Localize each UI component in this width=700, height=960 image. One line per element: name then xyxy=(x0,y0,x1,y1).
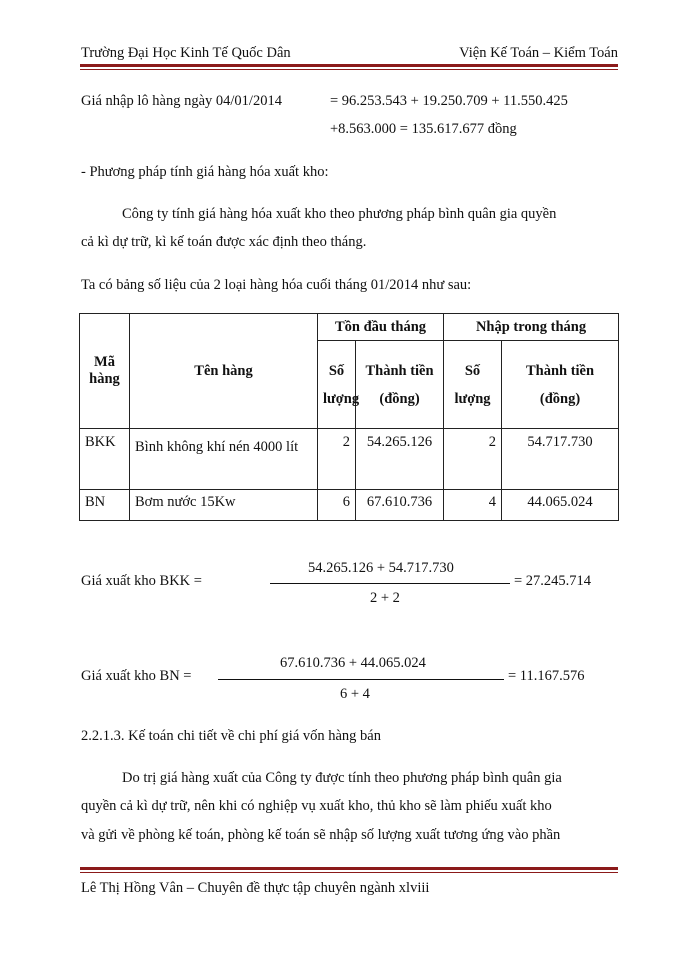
formula-bn-fraction-bar xyxy=(218,679,504,680)
row-open-qty: 2 xyxy=(318,429,356,490)
footer-text: Lê Thị Hồng Vân – Chuyên đề thực tập chuyên ngành xlviii xyxy=(81,880,430,896)
price-line1-label: Giá nhập lô hàng ngày 04/01/2014 xyxy=(81,93,282,109)
section-para-line1: Do trị giá hàng xuất của Công ty được tính theo phương pháp bình quân gia xyxy=(122,770,562,786)
sub-qty-opening: Số lượng xyxy=(318,341,356,429)
formula-bn-result: = 11.167.576 xyxy=(508,668,585,684)
formula-bn-numerator: 67.610.736 + 44.065.024 xyxy=(280,655,426,671)
footer-rule-thin xyxy=(80,872,618,873)
section-para-line3: và gửi về phòng kế toán, phòng kế toán sẽ nhập số lượng xuất tương ứng vào phần xyxy=(81,827,561,843)
header-right: Viện Kế Toán – Kiểm Toán xyxy=(459,45,618,61)
price-line2: +8.563.000 = 135.617.677 đồng xyxy=(330,121,517,137)
group-import-header: Nhập trong tháng xyxy=(444,314,619,341)
formula-bkk-numerator: 54.265.126 + 54.717.730 xyxy=(308,560,454,576)
para1-line1: Công ty tính giá hàng hóa xuất kho theo phương pháp bình quân gia quyền xyxy=(122,206,557,222)
col-name-header: Tên hàng xyxy=(130,314,318,429)
formula-bkk-fraction-bar xyxy=(270,583,510,584)
para1-line2: cả kì dự trữ, kì kế toán được xác định theo tháng. xyxy=(81,234,367,250)
row-code: BN xyxy=(80,490,130,521)
row-code: BKK xyxy=(80,429,130,490)
section-para-line2: quyền cả kì dự trữ, nên khi có nghiệp vụ xuất kho, thủ kho sẽ làm phiếu xuất kho xyxy=(81,798,552,814)
row-open-amount: 67.610.736 xyxy=(356,490,444,521)
row-in-qty: 2 xyxy=(444,429,502,490)
row-name: Bơm nước 15Kw xyxy=(130,490,318,521)
section-heading: 2.2.1.3. Kế toán chi tiết về chi phí giá vốn hàng bán xyxy=(81,728,381,744)
row-in-amount: 54.717.730 xyxy=(502,429,619,490)
method-heading: - Phương pháp tính giá hàng hóa xuất kho: xyxy=(81,164,329,180)
table-row xyxy=(80,490,619,521)
row-in-amount: 44.065.024 xyxy=(502,490,619,521)
table-row xyxy=(80,429,619,490)
formula-bn-label: Giá xuất kho BN = xyxy=(81,668,192,684)
table-intro: Ta có bảng số liệu của 2 loại hàng hóa cuối tháng 01/2014 như sau: xyxy=(81,277,472,293)
header-left: Trường Đại Học Kinh Tế Quốc Dân xyxy=(81,45,291,61)
inventory-table xyxy=(79,313,619,521)
col-code-header: Mã hàng xyxy=(80,314,130,429)
formula-bkk-denominator: 2 + 2 xyxy=(370,590,400,606)
footer-rule xyxy=(80,867,618,870)
row-open-qty: 6 xyxy=(318,490,356,521)
formula-bkk-result: = 27.245.714 xyxy=(514,573,592,589)
sub-amount-import: Thành tiền (đồng) xyxy=(502,341,619,429)
header-rule-thin xyxy=(80,69,618,70)
row-in-qty: 4 xyxy=(444,490,502,521)
formula-bn-denominator: 6 + 4 xyxy=(340,686,370,702)
header-rule xyxy=(80,64,618,67)
row-open-amount: 54.265.126 xyxy=(356,429,444,490)
row-name: Bình không khí nén 4000 lít xyxy=(130,429,318,490)
group-opening-header: Tồn đầu tháng xyxy=(318,314,444,341)
formula-bkk-label: Giá xuất kho BKK = xyxy=(81,573,202,589)
sub-amount-opening: Thành tiền (đồng) xyxy=(356,341,444,429)
price-line1-expr: = 96.253.543 + 19.250.709 + 11.550.425 xyxy=(330,93,568,109)
sub-qty-import: Số lượng xyxy=(444,341,502,429)
